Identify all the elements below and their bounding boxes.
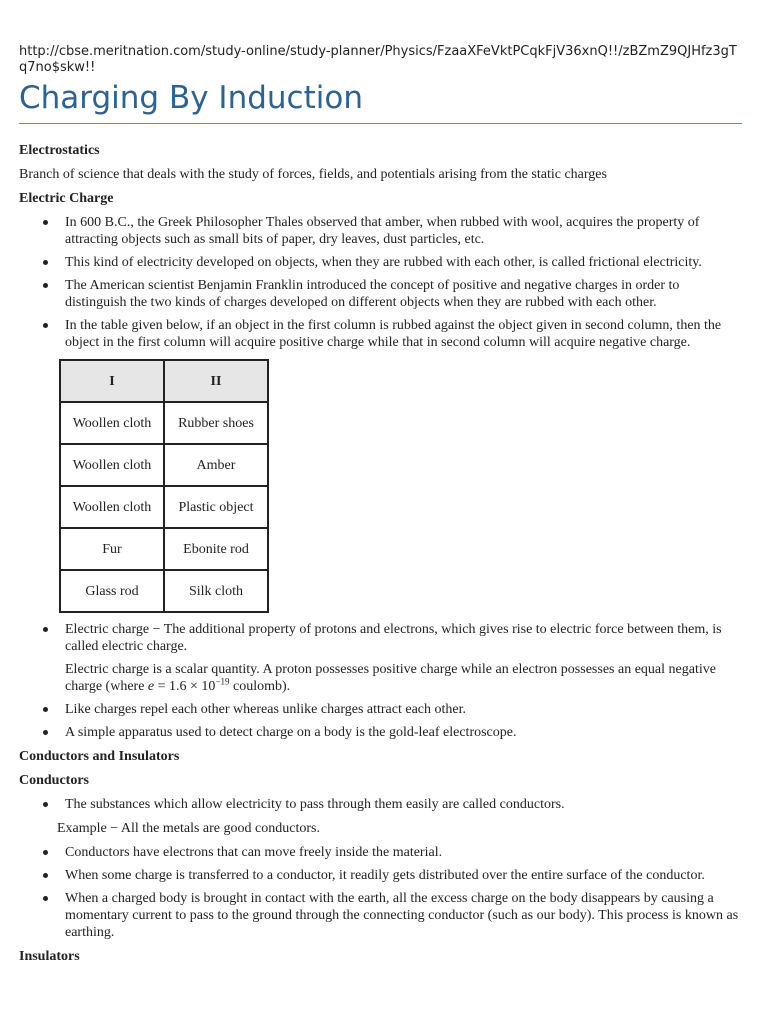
source-url[interactable]: http://cbse.meritnation.com/study-online/study-planner/Physics/FzaaXFeVktPCqkFjV36xnQ!!/zBZmZ9QJHfz3gTq7no$skw!!: [19, 44, 737, 75]
conductors-example: Example − All the metals are good conductors.: [57, 821, 320, 836]
bullet-icon: [43, 283, 48, 288]
table-row: [60, 444, 268, 486]
table-header-row: [60, 360, 268, 402]
list-item: When a charged body is brought in contact with the earth, all the excess charge on the body disappears by causing a momentary current to pass to the ground through the connecting conductor (such as our body). This process is known as earthing.: [65, 890, 744, 941]
bullet-icon: [43, 850, 48, 855]
bullet-icon: [43, 873, 48, 878]
heading-conductors: Conductors: [19, 773, 90, 788]
page-title: Charging By Induction: [19, 80, 363, 116]
table-row: [60, 402, 268, 444]
list-item: Conductors have electrons that can move freely inside the material.: [65, 844, 744, 861]
bullet-icon: [43, 707, 48, 712]
conductors-list-continued: [19, 844, 744, 941]
heading-insulators: Insulators: [19, 949, 80, 964]
table-cell: Silk cloth: [164, 570, 268, 612]
column-header: I: [60, 360, 164, 402]
table-row: [60, 570, 268, 612]
bullet-icon: [43, 896, 48, 901]
list-item: When some charge is transferred to a conductor, it readily gets distributed over the entire surface of the conductor.: [65, 867, 744, 884]
list-item: In the table given below, if an object in the first column is rubbed against the object given in second column, then the object in the first column will acquire positive charge while that in second column will acquire negative charge.: [65, 317, 744, 351]
heading-electrostatics: Electrostatics: [19, 143, 100, 158]
table-cell: Woollen cloth: [60, 444, 164, 486]
table-cell: Plastic object: [164, 486, 268, 528]
title-divider: [19, 123, 742, 124]
table-cell: Rubber shoes: [164, 402, 268, 444]
table-cell: Fur: [60, 528, 164, 570]
table-cell: Amber: [164, 444, 268, 486]
table-cell: Glass rod: [60, 570, 164, 612]
main-content: [19, 142, 744, 972]
heading-conductors-insulators: Conductors and Insulators: [19, 749, 180, 764]
electric-charge-list-continued: [19, 621, 744, 741]
bullet-icon: [43, 802, 48, 807]
table-row: [60, 528, 268, 570]
table-row: [60, 486, 268, 528]
list-item: Like charges repel each other whereas unlike charges attract each other.: [65, 701, 744, 718]
list-item: This kind of electricity developed on objects, when they are rubbed with each other, is called frictional electricity.: [65, 254, 744, 271]
conductors-list: [19, 796, 744, 813]
column-header: II: [164, 360, 268, 402]
list-item: In 600 B.C., the Greek Philosopher Thales observed that amber, when rubbed with wool, acquires the property of attracting objects such as small bits of paper, dry leaves, dust particles, etc.: [65, 214, 744, 248]
electrostatics-definition: Branch of science that deals with the study of forces, fields, and potentials arising from the static charges: [19, 167, 607, 182]
table-cell: Woollen cloth: [60, 402, 164, 444]
charging-materials-table: [59, 359, 269, 613]
electric-charge-list: [19, 214, 744, 351]
table-cell: Woollen cloth: [60, 486, 164, 528]
bullet-icon: [43, 260, 48, 265]
bullet-icon: [43, 730, 48, 735]
list-item: A simple apparatus used to detect charge on a body is the gold-leaf electroscope.: [65, 724, 744, 741]
bullet-icon: [43, 220, 48, 225]
heading-electric-charge: Electric Charge: [19, 191, 114, 206]
list-item: Electric charge − The additional property of protons and electrons, which gives rise to electric force between them, is called electric charge. Electric charge is a scalar quantity. A proton possesses positive charge while an electron possesses an equal negative charge (where $e = 1.6 \times 10^{-19}$ coulomb).: [65, 621, 744, 695]
list-item: The American scientist Benjamin Franklin introduced the concept of positive and negative charges in order to distinguish the two kinds of charges developed on different objects when they are rubbed with each other.: [65, 277, 744, 311]
list-item: The substances which allow electricity to pass through them easily are called conductors.: [65, 796, 744, 813]
table-cell: Ebonite rod: [164, 528, 268, 570]
bullet-icon: [43, 323, 48, 328]
scalar-quantity-note: Electric charge is a scalar quantity. A proton possesses positive charge while an electron possesses an equal negative charge (where $e = 1.6 \times 10^{-19}$ coulomb).: [65, 662, 716, 694]
bullet-icon: [43, 627, 48, 632]
